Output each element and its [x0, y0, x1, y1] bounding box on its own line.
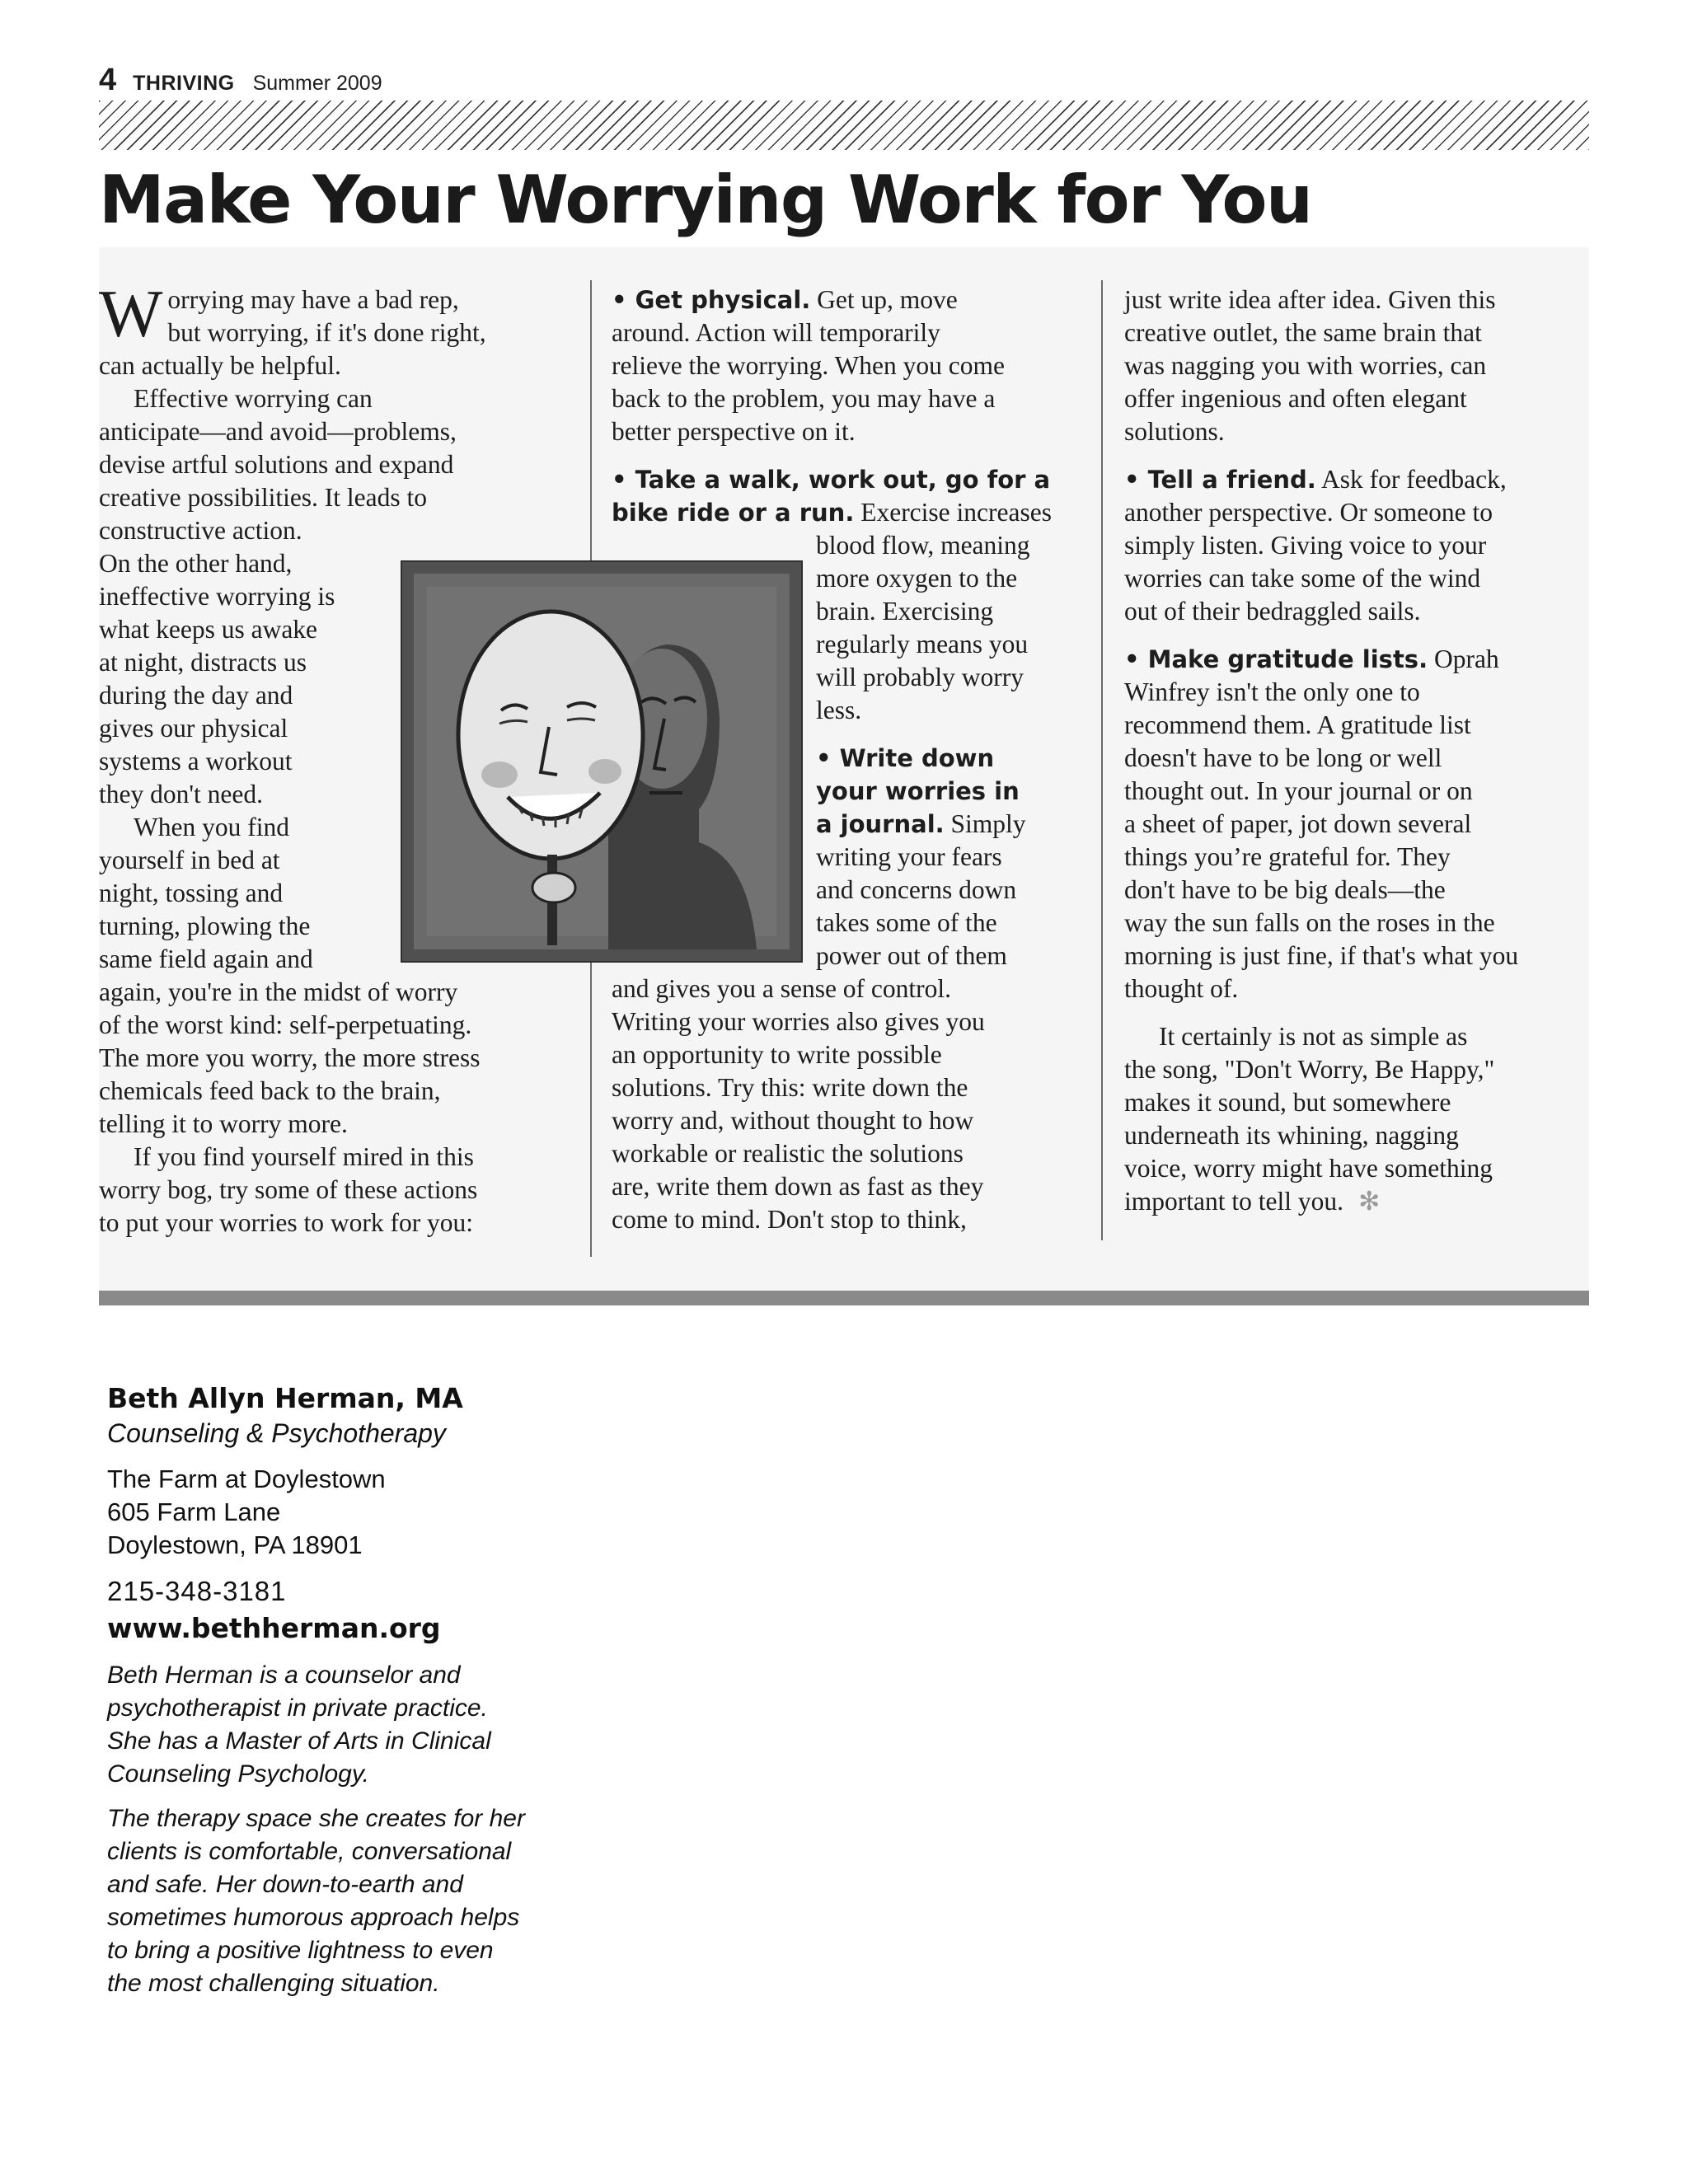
- text-line: another perspective. Or someone to: [1124, 498, 1493, 527]
- drop-cap: W: [99, 276, 163, 351]
- text-line: but worrying, if it's done right,: [167, 318, 486, 347]
- bio-line: She has a Master of Arts in Clinical: [107, 1727, 491, 1755]
- bio-line: clients is comfortable, conversational: [107, 1838, 512, 1865]
- text-line: don't have to be big deals—the: [1124, 875, 1446, 904]
- text-line: Get up, move: [810, 285, 958, 314]
- website-link[interactable]: www.bethherman.org: [107, 1612, 441, 1644]
- bullet-lead: bike ride or a run.: [612, 499, 855, 527]
- bio-paragraph: [107, 1802, 618, 2000]
- text-line: the song, "Don't Worry, Be Happy,": [1124, 1055, 1495, 1084]
- text-line: way the sun falls on the roses in the: [1124, 908, 1495, 937]
- text-line: solutions.: [1124, 417, 1225, 446]
- text-line: Winfrey isn't the only one to: [1124, 677, 1420, 706]
- bio-line: Counseling Psychology.: [107, 1760, 369, 1788]
- text-line: and gives you a sense of control.: [612, 974, 952, 1003]
- text-line: voice, worry might have something: [1124, 1154, 1493, 1183]
- address: [107, 1463, 618, 1562]
- text-line: worry bog, try some of these actions: [99, 1175, 478, 1204]
- address-line: The Farm at Doylestown: [107, 1465, 386, 1493]
- bullet-lead: a journal.: [816, 810, 945, 838]
- text-line: power out of them: [816, 941, 1007, 970]
- text-line: Simply: [944, 809, 1026, 838]
- text-line: night, tossing and: [99, 879, 284, 907]
- author-name: Beth Allyn Herman, MA: [107, 1382, 463, 1414]
- text-line: takes some of the: [816, 908, 997, 937]
- text-line: can actually be helpful.: [99, 351, 341, 380]
- text-line: On the other hand,: [99, 549, 293, 578]
- text-line: what keeps us awake: [99, 615, 318, 644]
- page-number: 4: [99, 63, 117, 97]
- text-line: a sheet of paper, jot down several: [1124, 809, 1472, 838]
- text-line: Exercise increases: [854, 498, 1052, 527]
- text-line: around. Action will temporarily: [612, 318, 940, 347]
- text-line: they don't need.: [99, 780, 263, 808]
- text-line: to put your worries to work for you:: [99, 1208, 474, 1237]
- text-line: constructive action.: [99, 516, 302, 545]
- text-line: makes it sound, but somewhere: [1124, 1088, 1451, 1117]
- bullet-lead: • Make gratitude lists.: [1124, 645, 1428, 673]
- text-line: blood flow, meaning: [816, 531, 1030, 560]
- hatched-divider: [99, 101, 1589, 150]
- text-line: turning, plowing the: [99, 912, 311, 940]
- author-specialty: Counseling & Psychotherapy: [107, 1418, 446, 1448]
- text-line: thought of.: [1124, 974, 1239, 1003]
- bio-line: the most challenging situation.: [107, 1970, 440, 1997]
- bio-line: sometimes humorous approach helps: [107, 1904, 520, 1931]
- text-line: recommend them. A gratitude list: [1124, 710, 1471, 739]
- text-line: morning is just fine, if that's what you: [1124, 941, 1519, 970]
- text-line: writing your fears: [816, 842, 1002, 871]
- text-line: was nagging you with worries, can: [1124, 351, 1487, 380]
- bullet-lead: • Take a walk, work out, go for a: [612, 466, 1051, 494]
- magazine-title: THRIVING: [133, 72, 235, 95]
- text-line: Ask for feedback,: [1315, 465, 1507, 494]
- text-line: an opportunity to write possible: [612, 1040, 942, 1069]
- text-line: creative possibilities. It leads to: [99, 483, 428, 512]
- bullet-lead: • Get physical.: [612, 286, 811, 314]
- article-title: Make Your Worrying Work for You: [99, 162, 1312, 238]
- text-line: doesn't have to be long or well: [1124, 743, 1442, 772]
- text-line: anticipate—and avoid—problems,: [99, 417, 457, 446]
- bio-line: psychotherapist in private practice.: [107, 1694, 488, 1722]
- text-line: of the worst kind: self-perpetuating.: [99, 1010, 472, 1039]
- bio-line: to bring a positive lightness to even: [107, 1937, 494, 1964]
- text-line: It certainly is not as simple as: [1159, 1022, 1468, 1051]
- issue-date: Summer 2009: [252, 72, 382, 95]
- text-line: When you find: [134, 813, 289, 841]
- text-line: just write idea after idea. Given this: [1124, 285, 1496, 314]
- text-line: gives our physical: [99, 714, 288, 743]
- author-bio: [107, 1380, 618, 2000]
- text-line: systems a workout: [99, 747, 293, 776]
- text-line: If you find yourself mired in this: [134, 1142, 474, 1171]
- text-line: are, write them down as fast as they: [612, 1172, 984, 1201]
- text-line: out of their bedraggled sails.: [1124, 597, 1421, 626]
- text-line: regularly means you: [816, 630, 1029, 658]
- text-line: during the day and: [99, 681, 293, 710]
- text-line: come to mind. Don't stop to think,: [612, 1205, 967, 1234]
- text-line: chemicals feed back to the brain,: [99, 1076, 441, 1105]
- bio-paragraph: [107, 1659, 618, 1791]
- bio-line: The therapy space she creates for her: [107, 1805, 525, 1832]
- text-line: The more you worry, the more stress: [99, 1043, 481, 1072]
- bio-line: Beth Herman is a counselor and: [107, 1661, 461, 1689]
- end-mark-icon: ✻: [1357, 1187, 1381, 1216]
- bullet-lead: your worries in: [816, 777, 1020, 805]
- bottom-rule: [99, 1291, 1589, 1305]
- address-line: Doylestown, PA 18901: [107, 1530, 363, 1559]
- text-line: Writing your worries also gives you: [612, 1007, 985, 1036]
- address-line: 605 Farm Lane: [107, 1497, 281, 1526]
- text-line: less.: [816, 696, 862, 724]
- text-line: at night, distracts us: [99, 648, 307, 677]
- text-line: will probably worry: [816, 663, 1024, 691]
- text-line: ineffective worrying is: [99, 582, 335, 611]
- column-3: [1124, 284, 1594, 1218]
- text-line: devise artful solutions and expand: [99, 450, 454, 479]
- text-line: underneath its whining, nagging: [1124, 1121, 1459, 1150]
- text-line: back to the problem, you may have a: [612, 384, 996, 413]
- text-line: telling it to worry more.: [99, 1109, 348, 1138]
- text-line: thought out. In your journal or on: [1124, 776, 1473, 805]
- text-line: workable or realistic the solutions: [612, 1139, 964, 1168]
- column-2: [612, 284, 1098, 1236]
- text-line: more oxygen to the: [816, 564, 1018, 593]
- text-line: orrying may have a bad rep,: [167, 285, 459, 314]
- text-line: better perspective on it.: [612, 417, 856, 446]
- text-line: yourself in bed at: [99, 846, 280, 874]
- text-line: creative outlet, the same brain that: [1124, 318, 1482, 347]
- wrapped-text: [612, 529, 1098, 972]
- text-line: things you’re grateful for. They: [1124, 842, 1451, 871]
- text-line: Oprah: [1428, 644, 1499, 673]
- bullet-lead: • Write down: [816, 744, 995, 772]
- text-line: again, you're in the midst of worry: [99, 977, 458, 1006]
- bio-line: and safe. Her down-to-earth and: [107, 1871, 463, 1898]
- text-line: simply listen. Giving voice to your: [1124, 531, 1487, 560]
- text-line: relieve the worrying. When you come: [612, 351, 1006, 380]
- text-line: offer ingenious and often elegant: [1124, 384, 1467, 413]
- text-line: worries can take some of the wind: [1124, 564, 1481, 593]
- text-line: solutions. Try this: write down the: [612, 1073, 968, 1102]
- bullet-lead: • Tell a friend.: [1124, 466, 1316, 494]
- text-line: same field again and: [99, 944, 313, 973]
- text-line: brain. Exercising: [816, 597, 994, 626]
- text-line: worry and, without thought to how: [612, 1106, 974, 1135]
- text-line: and concerns down: [816, 875, 1017, 904]
- text-line: Effective worrying can: [134, 384, 373, 413]
- text-line: important to tell you.: [1124, 1187, 1343, 1216]
- phone-number: 215-348-3181: [107, 1576, 287, 1606]
- column-rule: [1101, 280, 1103, 1240]
- page-header: [99, 63, 382, 96]
